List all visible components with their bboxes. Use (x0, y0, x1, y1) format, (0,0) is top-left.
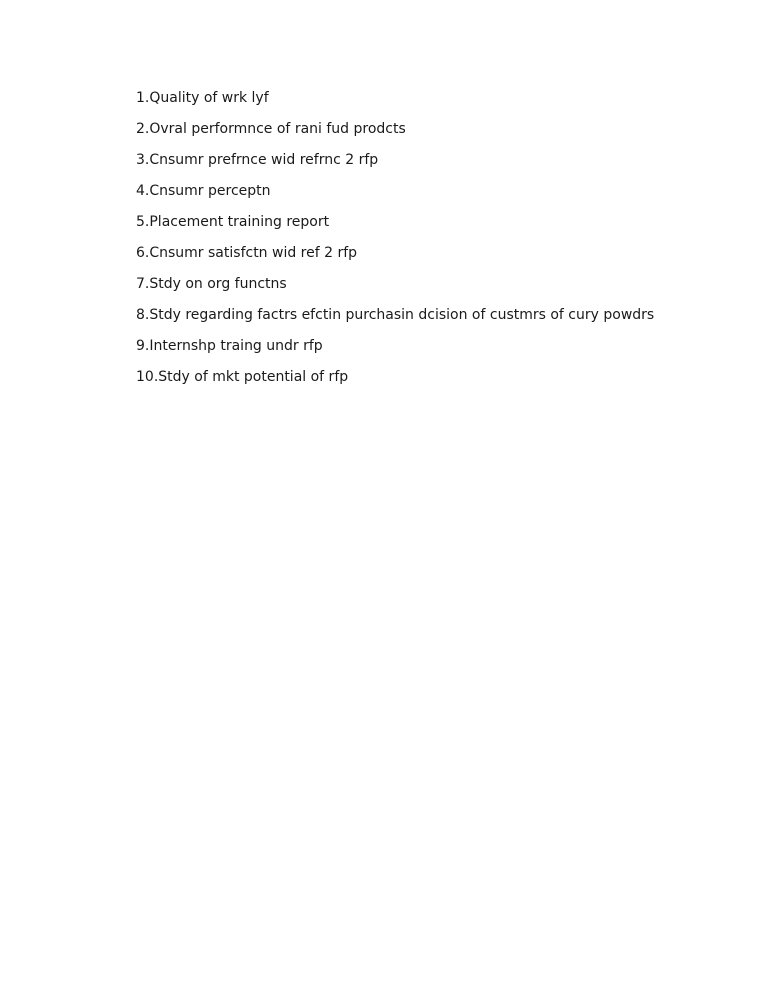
list-item: 8.Stdy regarding factrs efctin purchasin dcision of custmrs of cury powdrs (136, 307, 655, 323)
list-item: 7.Stdy on org functns (136, 276, 287, 292)
list-item: 1.Quality of wrk lyf (136, 90, 269, 106)
list-item: 9.Internshp traing undr rfp (136, 338, 323, 354)
list-item: 10.Stdy of mkt potential of rfp (136, 369, 349, 385)
list-item: 5.Placement training report (136, 214, 330, 230)
topic-list (136, 88, 654, 398)
list-item: 2.Ovral performnce of rani fud prodcts (136, 121, 406, 137)
list-item: 6.Cnsumr satisfctn wid ref 2 rfp (136, 245, 358, 261)
list-item: 3.Cnsumr prefrnce wid refrnc 2 rfp (136, 152, 379, 168)
list-item: 4.Cnsumr perceptn (136, 183, 271, 199)
